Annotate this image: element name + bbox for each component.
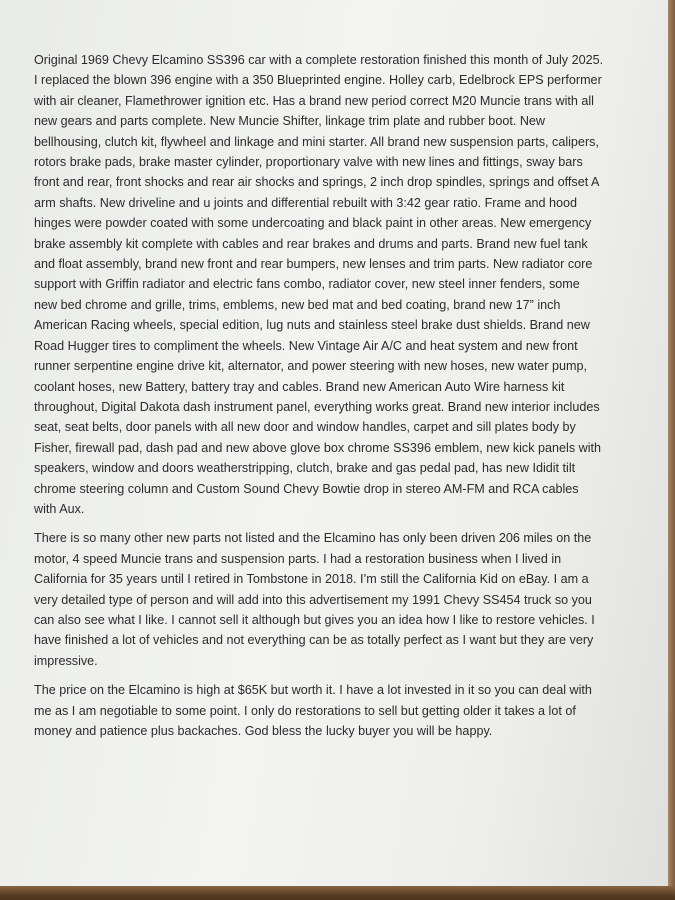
wood-edge-right xyxy=(668,0,675,900)
document-body xyxy=(34,50,604,750)
wood-surface-bottom xyxy=(0,886,675,900)
paragraph-restoration-details: Original 1969 Chevy Elcamino SS396 car with a complete restoration finished this month of July 2025. I replaced the blown 396 engine with a 350 Blueprinted engine. Holley carb, Edelbrock EPS performer with air cleaner, Flamethrower ignition etc. Has a brand new period correct M20 Muncie trans with all new gears and parts complete. New Muncie Shifter, linkage trim plate and rubber boot. New bellhousing, clutch kit, flywheel and linkage and mini starter. All brand new suspension parts, calipers, rotors brake pads, brake master cylinder, proportionary valve with new lines and fittings, sway bars front and rear, front shocks and rear air shocks and springs, 2 inch drop spindles, springs and offset A arm shafts. New driveline and u joints and differential rebuilt with 3:42 gear ratio. Frame and hood hinges were powder coated with some undercoating and black paint in other areas. New emergency brake assembly kit complete with cables and rear brakes and drums and parts. Brand new fuel tank and float assembly, brand new front and rear bumpers, new lenses and trim parts. New radiator core support with Griffin radiator and electric fans combo, radiator cover, new steel inner fenders, some new bed chrome and grille, trims, emblems, new bed mat and bed coating, brand new 17” inch American Racing wheels, special edition, lug nuts and stainless steel brake dust shields. Brand new Road Hugger tires to compliment the wheels. New Vintage Air A/C and heat system and new front runner serpentine engine drive kit, alternator, and power steering with new hoses, new water pump, coolant hoses, new Battery, battery tray and cables. Brand new American Auto Wire harness kit throughout, Digital Dakota dash instrument panel, everything works great. Brand new interior includes seat, seat belts, door panels with all new door and window handles, carpet and sill plates body by Fisher, firewall pad, dash pad and new above glove box chrome SS396 emblem, new kick panels with speakers, window and doors weatherstripping, clutch, brake and gas pedal pad, has new Ididit tilt chrome steering column and Custom Sound Chevy Bowtie drop in stereo AM-FM and RCA cables with Aux. xyxy=(34,53,604,516)
paragraph-background: There is so many other new parts not listed and the Elcamino has only been driven 206 miles on the motor, 4 speed Muncie trans and suspension parts. I had a restoration business when I lived in California for 35 years until I retired in Tombstone in 2018. I’m still the California Kid on eBay. I am a very detailed type of person and will add into this advertisement my 1991 Chevy SS454 truck so you can also see what I like. I cannot sell it although but gives you an idea how I like to restore vehicles. I have finished a lot of vehicles and not everything can be as totally perfect as I want but they are very impressive. xyxy=(34,531,595,668)
paragraph-price: The price on the Elcamino is high at $65K but worth it. I have a lot invested in it so you can deal with me as I am negotiable to some point. I only do restorations to sell but getting older it takes a lot of money and patience plus backaches. God bless the lucky buyer you will be happy. xyxy=(34,683,592,738)
